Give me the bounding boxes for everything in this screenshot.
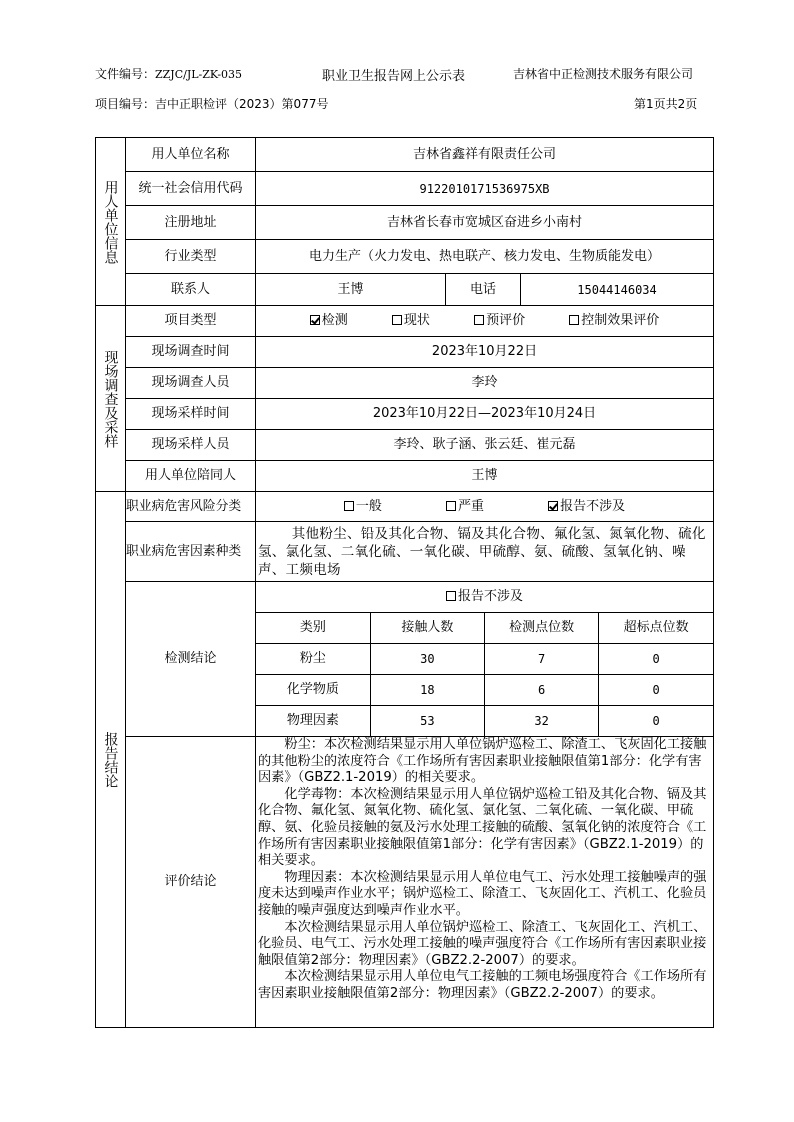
survey-time-value: 2023年10月22日: [256, 337, 714, 368]
sampler-value: 李玲、耿子涵、张云廷、崔元磊: [256, 430, 714, 461]
evaluation-conclusion-text: [256, 737, 714, 1028]
option-severe[interactable]: 严重: [446, 498, 484, 516]
table-row: [256, 706, 713, 737]
table-row: [256, 675, 713, 706]
checkbox-checked-icon[interactable]: [548, 501, 558, 511]
detection-table: [256, 582, 713, 736]
row-label: 职业病危害因素种类: [126, 522, 256, 582]
column-header: 接触人数: [370, 613, 484, 644]
checkbox-icon[interactable]: [446, 501, 456, 511]
accompany-value: 王博: [256, 461, 714, 492]
category-cell: 化学物质: [256, 675, 370, 706]
row-label: 行业类型: [126, 240, 256, 274]
employer-name-row: [96, 138, 714, 172]
option-general[interactable]: 一般: [344, 498, 382, 516]
credit-code-value: 9122010171536975XB: [256, 172, 714, 206]
checkbox-icon[interactable]: [446, 591, 456, 601]
sampler-row: [96, 430, 714, 461]
row-label: 联系人: [126, 274, 256, 306]
row-label: 现场调查时间: [126, 337, 256, 368]
checkbox-icon[interactable]: [474, 315, 484, 325]
project-type-row: [96, 306, 714, 337]
point-count-cell: 7: [485, 644, 599, 675]
option-detection[interactable]: 检测: [310, 312, 348, 330]
checkbox-checked-icon[interactable]: [310, 315, 320, 325]
option-control-effect-evaluation[interactable]: 控制效果评价: [569, 312, 659, 330]
option-status[interactable]: 现状: [392, 312, 430, 330]
phone-label: 电话: [446, 274, 521, 306]
risk-options: [256, 492, 714, 522]
employer-name-value: 吉林省鑫祥有限责任公司: [256, 138, 714, 172]
exceed-count-cell: 0: [599, 644, 713, 675]
surveyor-value: 李玲: [256, 368, 714, 399]
company-name: 吉林省中正检测技术服务有限公司: [513, 67, 694, 81]
detection-conclusion-row: [96, 582, 714, 737]
hazard-factors-value: 其他粉尘、铅及其化合物、镉及其化合物、氟化氢、氮氧化物、硫化氢、氯化氢、二氧化硫、一氧化碳、甲硫醇、氨、硫酸、氢氧化钠、噪声、工频电场: [256, 522, 714, 582]
surveyor-row: [96, 368, 714, 399]
page-info: 第1页共2页: [634, 97, 698, 111]
point-count-cell: 32: [485, 706, 599, 737]
file-number: [95, 65, 242, 82]
document-title: 职业卫生报告网上公示表: [322, 69, 466, 84]
detection-not-involved-option[interactable]: 报告不涉及: [256, 582, 713, 613]
detection-conclusion-cell: [256, 582, 714, 737]
evaluation-conclusion-row: [96, 737, 714, 1028]
detection-table-header: [256, 613, 713, 644]
industry-value: 电力生产（火力发电、热电联产、核力发电、生物质能发电）: [256, 240, 714, 274]
address-row: [96, 206, 714, 240]
address-value: 吉林省长春市宽城区奋进乡小南村: [256, 206, 714, 240]
row-label: 检测结论: [126, 582, 256, 737]
phone-value: 15044146034: [521, 274, 714, 306]
column-header: 类别: [256, 613, 370, 644]
category-cell: 物理因素: [256, 706, 370, 737]
option-pre-evaluation[interactable]: 预评价: [474, 312, 525, 330]
disclosure-table: [95, 137, 714, 1028]
evaluation-paragraph-noise: 本次检测结果显示用人单位锅炉巡检工、除渣工、飞灰固化工、汽机工、化验员、电气工、污水处理工接触的噪声强度符合《工作场所有害因素职业接触限值第2部分：物理因素》（GBZ2.2-2007）的要求。: [258, 919, 707, 968]
exposed-count-cell: 30: [370, 644, 484, 675]
evaluation-paragraph-chemical: 化学毒物：本次检测结果显示用人单位锅炉巡检工铅及其化合物、镉及其化合物、氟化氢、氮氧化物、硫化氢、氯化氢、二氧化硫、一氧化碳、甲硫醇、氨、化验员接触的氨及污水处理工接触的硫酸、氢氧化钠的浓度符合《工作场所有害因素职业接触限值第1部分：化学有害因素》（GBZ2.1-2019）的相关要求。: [258, 786, 707, 869]
detection-not-involved-row: [256, 582, 713, 613]
exceed-count-cell: 0: [599, 706, 713, 737]
accompany-row: [96, 461, 714, 492]
evaluation-paragraph-dust: 粉尘：本次检测结果显示用人单位锅炉巡检工、除渣工、飞灰固化工接触的其他粉尘的浓度符合《工作场所有害因素职业接触限值第1部分：化学有害因素》（GBZ2.1-2019）的相关要求。: [258, 737, 707, 786]
survey-section-label: 现场调查及采样: [96, 306, 126, 492]
exposed-count-cell: 53: [370, 706, 484, 737]
row-label: 职业病危害风险分类: [126, 492, 256, 522]
checkbox-icon[interactable]: [344, 501, 354, 511]
project-type-options: [256, 306, 714, 337]
evaluation-paragraph-electric-field: 本次检测结果显示用人单位电气工接触的工频电场强度符合《工作场所有害因素职业接触限值第2部分：物理因素》（GBZ2.2-2007）的要求。: [258, 969, 707, 1001]
column-header: 检测点位数: [485, 613, 599, 644]
row-label: 现场采样时间: [126, 399, 256, 430]
project-number: [95, 95, 328, 112]
exposed-count-cell: 18: [370, 675, 484, 706]
hazard-factors-row: [96, 522, 714, 582]
industry-row: [96, 240, 714, 274]
exceed-count-cell: 0: [599, 675, 713, 706]
category-cell: 粉尘: [256, 644, 370, 675]
evaluation-paragraph-physical: 物理因素：本次检测结果显示用人单位电气工、污水处理工接触噪声的强度未达到噪声作业水平；锅炉巡检工、除渣工、飞灰固化工、汽机工、化验员接触的噪声强度达到噪声作业水平。: [258, 869, 707, 918]
contact-value: 王博: [256, 274, 446, 306]
row-label: 现场采样人员: [126, 430, 256, 461]
row-label: 评价结论: [126, 737, 256, 1028]
report-section-label: 报告结论: [96, 492, 126, 1028]
project-number-value: 吉中正职检评（2023）第077号: [155, 97, 329, 111]
sampling-time-value: 2023年10月22日—2023年10月24日: [256, 399, 714, 430]
checkbox-icon[interactable]: [392, 315, 402, 325]
point-count-cell: 6: [485, 675, 599, 706]
checkbox-icon[interactable]: [569, 315, 579, 325]
credit-code-row: [96, 172, 714, 206]
survey-time-row: [96, 337, 714, 368]
row-label: 用人单位名称: [126, 138, 256, 172]
row-label: 统一社会信用代码: [126, 172, 256, 206]
row-label: 注册地址: [126, 206, 256, 240]
contact-row: [96, 274, 714, 306]
file-number-label: 文件编号：: [95, 67, 156, 81]
row-label: 项目类型: [126, 306, 256, 337]
row-label: 用人单位陪同人: [126, 461, 256, 492]
employer-section-label: 用人单位信息: [96, 138, 126, 306]
row-label: 现场调查人员: [126, 368, 256, 399]
sampling-time-row: [96, 399, 714, 430]
option-not-involved[interactable]: 报告不涉及: [548, 498, 625, 516]
table-row: [256, 644, 713, 675]
project-number-label: 项目编号：: [95, 97, 156, 111]
file-number-value: ZZJC/JL-ZK-035: [155, 68, 243, 81]
risk-class-row: [96, 492, 714, 522]
column-header: 超标点位数: [599, 613, 713, 644]
